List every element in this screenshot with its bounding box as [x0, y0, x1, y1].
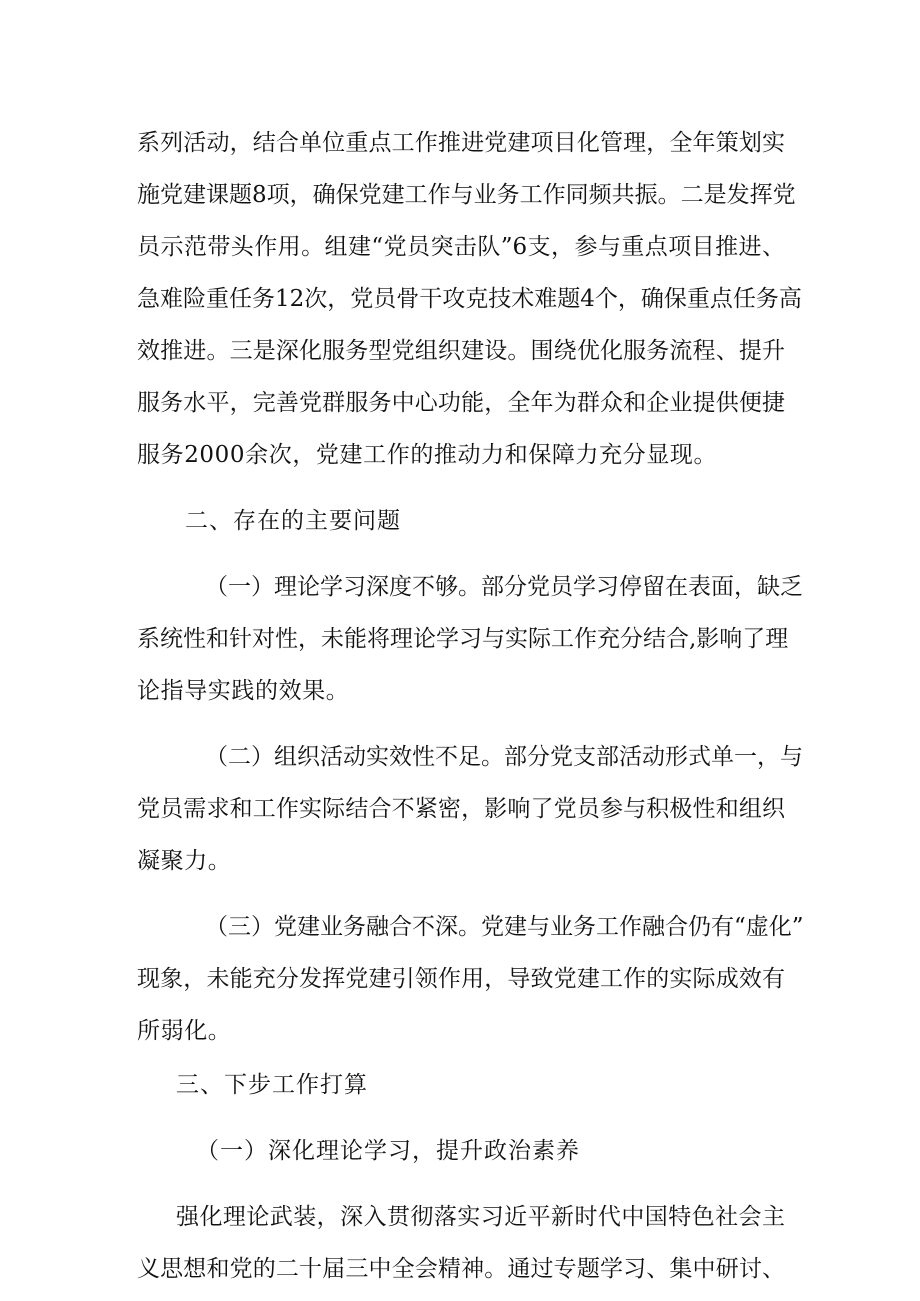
text-line: （二）组织活动实效性不足。部分党支部活动形式单一，与 — [205, 744, 803, 770]
section-heading-next-steps: 三、下步工作打算 — [176, 1072, 368, 1098]
text-line: 员示范带头作用。组建“党员突击队”6支，参与重点项目推进、 — [137, 234, 785, 260]
text-line: 急难险重任务12次，党员骨干攻克技术难题4个，确保重点任务高 — [137, 286, 802, 312]
text-line: 强化理论武装，深入贯彻落实习近平新时代中国特色社会主 — [176, 1204, 785, 1230]
text-line: 义思想和党的二十届三中全会精神。通过专题学习、集中研讨、 — [137, 1256, 785, 1282]
text-line: （三）党建业务融合不深。党建与业务工作融合仍有“虚化” — [205, 914, 804, 940]
text-line: 论指导实践的效果。 — [137, 678, 350, 704]
text-line: 服务水平，完善党群服务中心功能，全年为群众和企业提供便捷 — [137, 390, 785, 416]
text-line: 效推进。三是深化服务型党组织建设。围绕优化服务流程、提升 — [137, 338, 785, 364]
text-line: 所弱化。 — [137, 1018, 232, 1044]
text-line: 服务2000余次，党建工作的推动力和保障力充分显现。 — [137, 442, 718, 468]
section-heading-problems: 二、存在的主要问题 — [185, 508, 401, 534]
text-line: 系列活动，结合单位重点工作推进党建项目化管理，全年策划实 — [137, 130, 785, 156]
text-line: 施党建课题8项，确保党建工作与业务工作同频共振。二是发挥党 — [137, 182, 796, 208]
text-line: 党员需求和工作实际结合不紧密，影响了党员参与积极性和组织 — [137, 796, 785, 822]
text-line: 现象，未能充分发挥党建引领作用，导致党建工作的实际成效有 — [137, 966, 785, 992]
text-line: 系统性和针对性，未能将理论学习与实际工作充分结合,影响了理 — [137, 626, 789, 652]
text-line: 凝聚力。 — [137, 848, 232, 874]
text-line: （一）理论学习深度不够。部分党员学习停留在表面，缺乏 — [205, 574, 803, 600]
subheading-theory-study: （一）深化理论学习，提升政治素养 — [196, 1138, 580, 1164]
